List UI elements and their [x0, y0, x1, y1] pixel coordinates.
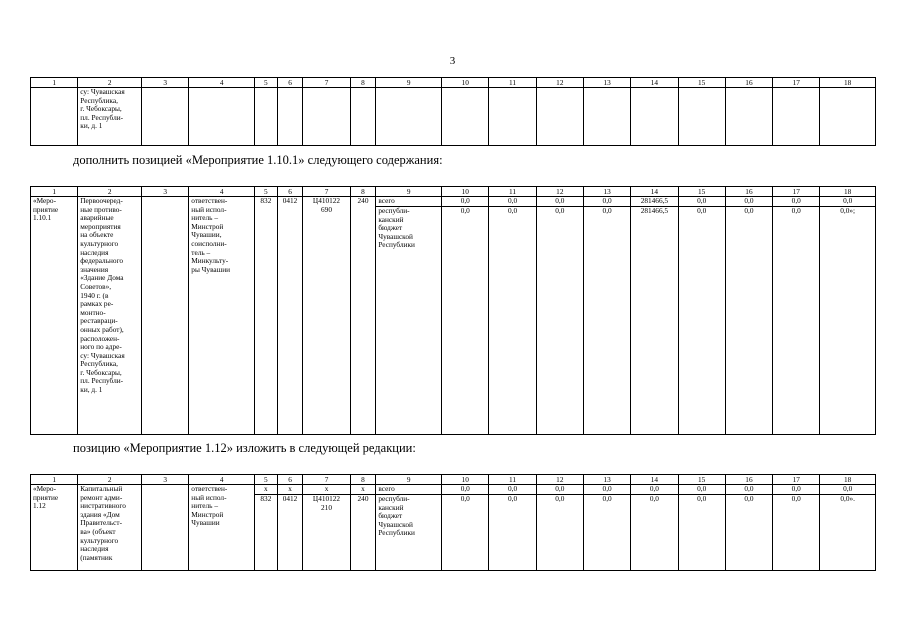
cell-object-description [78, 88, 142, 146]
value-col-11: 0,0 [489, 197, 536, 207]
value-col-10: 0,0 [442, 485, 489, 495]
text-line: Республика, [80, 359, 118, 369]
value-col-10: 0,0 [442, 197, 489, 207]
text-line: ва» (объект [80, 526, 116, 536]
column-number-5: 5 [255, 187, 278, 197]
value-col-11: 0,0 [489, 495, 536, 571]
text-line: 1.12 [33, 501, 46, 511]
text-line: реставраци- [80, 316, 118, 326]
funding-source-republic [376, 495, 442, 571]
text-line: наследия [80, 544, 109, 554]
column-number-2: 2 [78, 78, 142, 88]
column-number-14: 14 [631, 187, 678, 197]
column-number-row [31, 78, 876, 88]
value-col-14: 0,0 [631, 485, 678, 495]
funding-source-republic [376, 207, 442, 435]
empty-cell [820, 88, 876, 146]
column-number-6: 6 [277, 78, 303, 88]
column-number-4: 4 [189, 475, 255, 485]
cell-1 [31, 88, 78, 146]
value-col-18: 0,0 [820, 485, 876, 495]
text-line: Минстрой [191, 221, 224, 231]
measure-1-10-1-table [30, 186, 876, 435]
column-number-4: 4 [189, 187, 255, 197]
value-col-16: 0,0 [725, 485, 772, 495]
empty-cell [142, 485, 189, 571]
column-number-1: 1 [31, 187, 78, 197]
text-line: рамках ре- [80, 299, 114, 309]
measure-description [78, 485, 142, 571]
column-number-16: 16 [725, 187, 772, 197]
value-col-10: 0,0 [442, 207, 489, 435]
text-line: Чувашии [191, 518, 220, 528]
column-number-7: 7 [303, 475, 350, 485]
text-line: расположен- [80, 333, 120, 343]
value-col-13: 0,0 [583, 495, 630, 571]
column-number-16: 16 [725, 78, 772, 88]
column-number-1: 1 [31, 78, 78, 88]
value-col-14: 281466,5 [631, 197, 678, 207]
page-number: 3 [449, 55, 456, 67]
budget-code-section: 0412 [277, 495, 303, 571]
text-line: канский [378, 214, 404, 224]
text-line: культурного [80, 238, 119, 248]
column-number-13: 13 [583, 78, 630, 88]
text-line: Минстрой [191, 509, 224, 519]
value-col-11: 0,0 [489, 207, 536, 435]
column-number-10: 10 [442, 187, 489, 197]
column-number-6: 6 [277, 187, 303, 197]
value-col-12: 0,0 [536, 207, 583, 435]
column-number-11: 11 [489, 187, 536, 197]
text-line: Первоочеред- [80, 196, 123, 205]
text-line: Республика, [80, 95, 118, 105]
column-number-15: 15 [678, 187, 725, 197]
text-line: пл. Республи- [80, 112, 124, 122]
text-line: Ц410122 [312, 494, 341, 503]
text-line: тель – [191, 247, 211, 257]
text-line: значения [80, 264, 109, 274]
text-line: «Здание Дома [80, 273, 124, 283]
text-line: ки, д. 1 [80, 121, 103, 131]
value-col-18: 0,0 [820, 197, 876, 207]
text-line: Республики [378, 240, 415, 250]
text-line: наследия [80, 247, 109, 257]
text-line: культурного [80, 535, 119, 545]
responsible-executor [189, 485, 255, 571]
funding-source-total: всего [376, 197, 442, 207]
budget-code-type: 240 [350, 495, 376, 571]
measure-1-12-table [30, 474, 876, 571]
text-line: приятие [33, 204, 59, 214]
value-col-12: 0,0 [536, 197, 583, 207]
value-col-16: 0,0 [725, 495, 772, 571]
column-number-8: 8 [350, 78, 376, 88]
empty-cell [536, 88, 583, 146]
column-number-14: 14 [631, 475, 678, 485]
value-col-11: 0,0 [489, 485, 536, 495]
value-col-18: 0,0». [820, 495, 876, 571]
column-number-6: 6 [277, 475, 303, 485]
empty-cell [277, 88, 303, 146]
insert-heading: дополнить позицией «Мероприятие 1.10.1» следующего содержания: [73, 153, 443, 167]
text-line: су: Чувашская [80, 87, 125, 96]
table-row [31, 88, 876, 146]
value-col-18: 0,0»; [820, 207, 876, 435]
text-line: Республики [378, 528, 415, 538]
column-number-14: 14 [631, 78, 678, 88]
text-line: канский [378, 502, 404, 512]
column-number-16: 16 [725, 475, 772, 485]
text-line: бюджет [378, 511, 403, 521]
text-line: су: Чувашская [80, 350, 125, 360]
budget-code-type: 240 [350, 197, 376, 435]
funding-source-total: всего [376, 485, 442, 495]
column-number-10: 10 [442, 78, 489, 88]
empty-cell [303, 88, 350, 146]
column-number-8: 8 [350, 475, 376, 485]
text-line: республи- [378, 494, 410, 503]
text-line: ремонт адми- [80, 492, 123, 502]
empty-cell [773, 88, 820, 146]
value-col-12: 0,0 [536, 495, 583, 571]
value-col-15: 0,0 [678, 485, 725, 495]
text-line: Чувашии, [191, 230, 222, 240]
measure-description [78, 197, 142, 435]
column-number-12: 12 [536, 475, 583, 485]
value-col-16: 0,0 [725, 207, 772, 435]
column-number-11: 11 [489, 475, 536, 485]
text-line: «Меро- [33, 196, 57, 205]
empty-cell [442, 88, 489, 146]
text-line: ответствен- [191, 196, 228, 205]
text-line: монтно- [80, 307, 106, 317]
table-row [31, 485, 876, 495]
column-number-5: 5 [255, 475, 278, 485]
column-number-17: 17 [773, 187, 820, 197]
text-line: ного по адре- [80, 342, 122, 352]
column-number-18: 18 [820, 187, 876, 197]
empty-cell [678, 88, 725, 146]
text-line: республи- [378, 206, 410, 215]
budget-code-grbs: 832 [255, 495, 278, 571]
empty-cell [725, 88, 772, 146]
text-line: федерального [80, 256, 124, 266]
empty-cell [142, 197, 189, 435]
text-line: 690 [321, 204, 332, 214]
value-col-13: 0,0 [583, 207, 630, 435]
column-number-11: 11 [489, 78, 536, 88]
text-line: нистративного [80, 501, 126, 511]
value-col-13: 0,0 [583, 197, 630, 207]
column-number-17: 17 [773, 78, 820, 88]
text-line: Чувашской [378, 231, 413, 241]
text-line: на объекте [80, 230, 114, 240]
value-col-14: 0,0 [631, 495, 678, 571]
column-number-9: 9 [376, 475, 442, 485]
text-line: (памятник [80, 552, 113, 562]
text-line: ответствен- [191, 484, 228, 493]
text-line: соисполни- [191, 238, 227, 248]
text-line: Правительст- [80, 518, 123, 528]
column-number-1: 1 [31, 475, 78, 485]
column-number-3: 3 [142, 78, 189, 88]
text-line: Капитальный [80, 484, 123, 493]
column-number-9: 9 [376, 78, 442, 88]
value-col-14: 281466,5 [631, 207, 678, 435]
column-number-18: 18 [820, 475, 876, 485]
column-number-13: 13 [583, 475, 630, 485]
replace-heading: позицию «Мероприятие 1.12» изложить в следующей редакции: [73, 441, 416, 455]
column-number-13: 13 [583, 187, 630, 197]
column-number-2: 2 [78, 475, 142, 485]
text-line: нитель – [191, 213, 218, 223]
column-number-2: 2 [78, 187, 142, 197]
column-number-18: 18 [820, 78, 876, 88]
column-number-15: 15 [678, 475, 725, 485]
column-number-15: 15 [678, 78, 725, 88]
text-line: ный испол- [191, 204, 227, 214]
budget-code-type: х [350, 485, 376, 495]
value-col-10: 0,0 [442, 495, 489, 571]
text-line: 1.10.1 [33, 213, 52, 223]
empty-cell [350, 88, 376, 146]
value-col-12: 0,0 [536, 485, 583, 495]
responsible-executor [189, 197, 255, 435]
column-number-9: 9 [376, 187, 442, 197]
value-col-17: 0,0 [773, 485, 820, 495]
measure-id [31, 197, 78, 435]
text-line: Минкульту- [191, 256, 229, 266]
empty-cell [142, 88, 189, 146]
text-line: 1940 г. (в [80, 290, 109, 300]
column-number-row [31, 475, 876, 485]
budget-code-grbs: 832 [255, 197, 278, 435]
table-row [31, 197, 876, 207]
empty-cell [255, 88, 278, 146]
value-col-17: 0,0 [773, 197, 820, 207]
empty-cell [631, 88, 678, 146]
text-line: ный испол- [191, 492, 227, 502]
column-number-3: 3 [142, 187, 189, 197]
column-number-12: 12 [536, 78, 583, 88]
text-line: приятие [33, 492, 59, 502]
text-line: бюджет [378, 223, 403, 233]
value-col-17: 0,0 [773, 207, 820, 435]
text-line: 210 [321, 502, 332, 512]
column-number-8: 8 [350, 187, 376, 197]
text-line: Ц410122 [312, 196, 341, 205]
text-line: онных работ), [80, 324, 124, 334]
text-line: г. Чебоксары, [80, 104, 122, 114]
text-line: «Меро- [33, 484, 57, 493]
value-col-13: 0,0 [583, 485, 630, 495]
column-number-7: 7 [303, 78, 350, 88]
budget-code-section: 0412 [277, 197, 303, 435]
text-line: здания «Дом [80, 509, 120, 519]
text-line: аварийные [80, 213, 114, 223]
column-number-3: 3 [142, 475, 189, 485]
empty-cell [189, 88, 255, 146]
text-line: пл. Республи- [80, 376, 124, 386]
empty-cell [376, 88, 442, 146]
value-col-17: 0,0 [773, 495, 820, 571]
column-number-7: 7 [303, 187, 350, 197]
column-number-row [31, 187, 876, 197]
value-col-15: 0,0 [678, 207, 725, 435]
column-number-12: 12 [536, 187, 583, 197]
text-line: ры Чувашии [191, 264, 231, 274]
text-line: мероприятия [80, 221, 121, 231]
text-line: Чувашской [378, 519, 413, 529]
budget-code-grbs: х [255, 485, 278, 495]
budget-code-target [303, 197, 350, 435]
text-line: г. Чебоксары, [80, 367, 122, 377]
measure-id [31, 485, 78, 571]
value-col-15: 0,0 [678, 197, 725, 207]
column-number-10: 10 [442, 475, 489, 485]
text-line: Советов», [80, 281, 112, 291]
text-line: нитель – [191, 501, 218, 511]
continuation-table [30, 77, 876, 146]
budget-code-target [303, 495, 350, 571]
column-number-17: 17 [773, 475, 820, 485]
text-line: ки, д. 1 [80, 385, 103, 395]
value-col-16: 0,0 [725, 197, 772, 207]
column-number-4: 4 [189, 78, 255, 88]
budget-code-target: х [303, 485, 350, 495]
value-col-15: 0,0 [678, 495, 725, 571]
empty-cell [583, 88, 630, 146]
budget-code-section: х [277, 485, 303, 495]
column-number-5: 5 [255, 78, 278, 88]
text-line: ные противо- [80, 204, 122, 214]
empty-cell [489, 88, 536, 146]
